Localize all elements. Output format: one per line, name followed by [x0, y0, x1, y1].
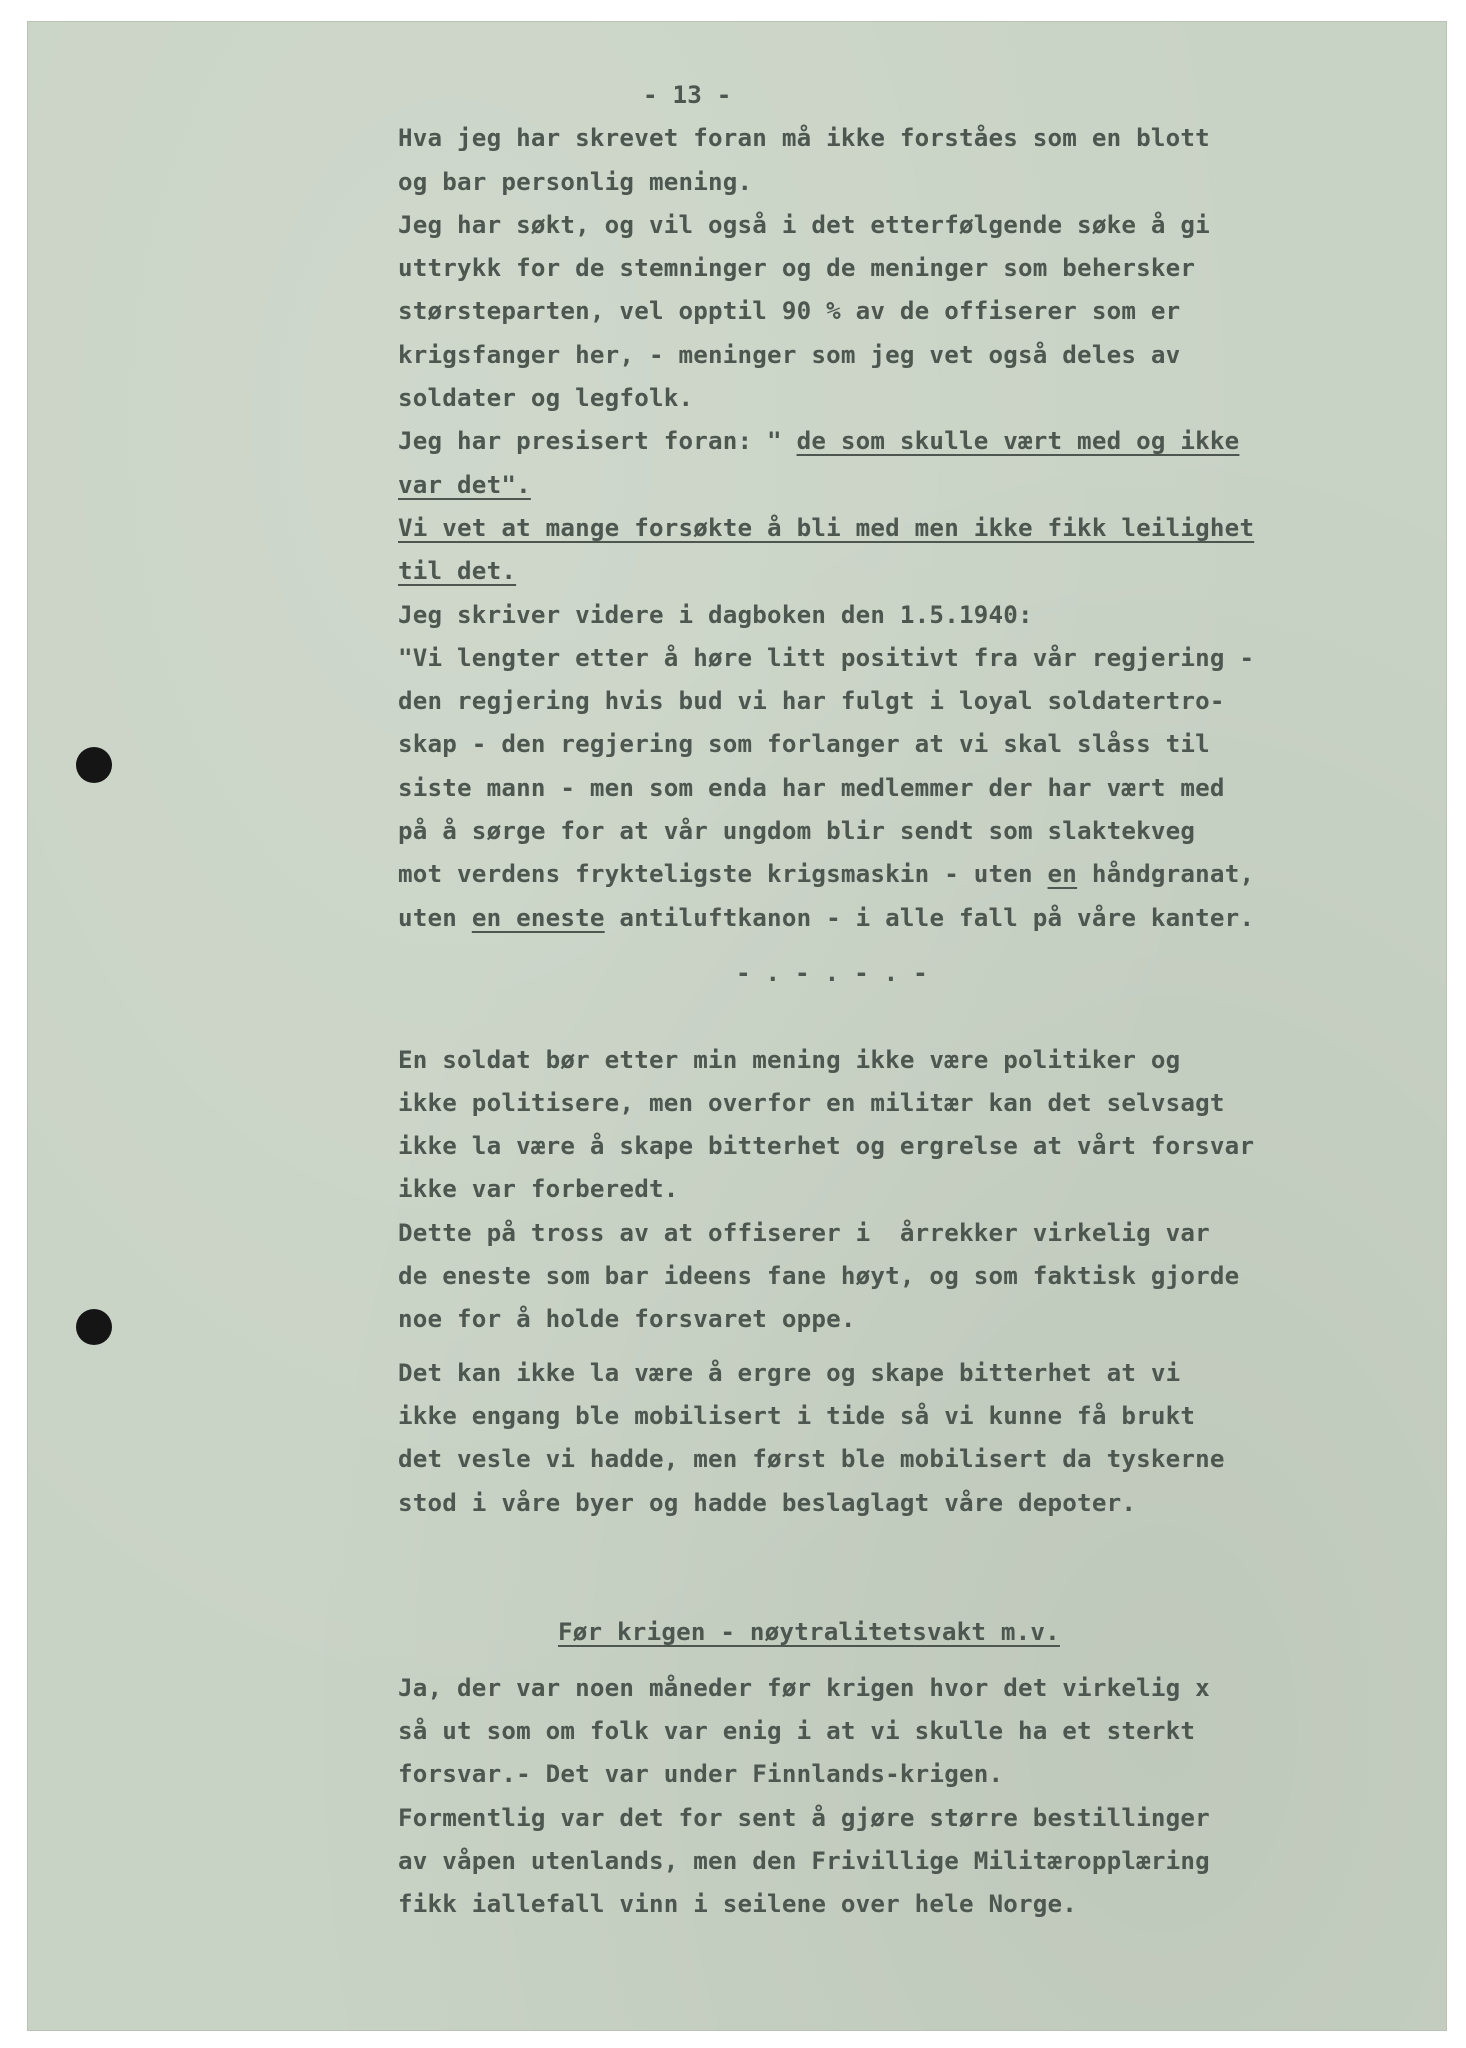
paragraph-3	[398, 1039, 1438, 1342]
text-line	[398, 550, 1438, 593]
text-segment: uten	[398, 903, 472, 932]
text-line: noe for å holde forsvaret oppe.	[398, 1305, 856, 1334]
paragraph-1	[398, 117, 1438, 420]
text-line: Formentlig var det for sent å gjøre større bestillinger	[398, 1803, 1210, 1832]
text-segment: mot verdens frykteligste krigsmaskin - uten	[398, 860, 1048, 889]
text-line: siste mann - men som enda har medlemmer der har vært med	[398, 773, 1225, 802]
text-line: så ut som om folk var enig i at vi skulle ha et sterkt	[398, 1716, 1196, 1745]
text-line: på å sørge for at vår ungdom blir sendt som slaktekveg	[398, 817, 1196, 846]
text-line	[398, 507, 1438, 550]
underlined-paragraph	[398, 507, 1438, 594]
text-line: og bar personlig mening.	[398, 167, 753, 196]
text-line: skap - den regjering som forlanger at vi skal slåss til	[398, 730, 1210, 759]
text-line: de eneste som bar ideens fane høyt, og som faktisk gjorde	[398, 1262, 1240, 1291]
text-line: stod i våre byer og hadde beslaglagt våre depoter.	[398, 1488, 1137, 1517]
diary-paragraph	[398, 594, 1438, 940]
text-line: ikke engang ble mobilisert i tide så vi kunne få brukt	[398, 1401, 1196, 1430]
text-line: ikke politisere, men overfor en militær kan det selvsagt	[398, 1088, 1225, 1117]
text-line: av våpen utenlands, men den Frivillige Militæropplæring	[398, 1846, 1210, 1875]
section-separator: - . - . - . -	[736, 958, 928, 987]
underlined-text: til det.	[398, 557, 517, 586]
underlined-text: de som skulle vært med og ikke	[796, 427, 1240, 456]
quote-line	[398, 464, 1438, 507]
text-line: soldater og legfolk.	[398, 384, 694, 413]
text-line: krigsfanger her, - meninger som jeg vet også deles av	[398, 340, 1181, 369]
underlined-text: var det".	[398, 470, 531, 499]
underlined-text: en eneste	[471, 903, 605, 932]
text-segment: håndgranat,	[1077, 860, 1255, 889]
underlined-text: Vi vet at mange forsøkte å bli med men ikke fikk leilighet	[398, 513, 1255, 542]
text-line: En soldat bør etter min mening ikke være politiker og	[398, 1045, 1181, 1074]
text-line: Det kan ikke la være å ergre og skape bitterhet at vi	[398, 1358, 1181, 1387]
quote-line	[398, 420, 1438, 463]
text-segment: Jeg har presisert foran: "	[398, 427, 797, 456]
text-line	[398, 853, 1438, 896]
section-heading	[398, 1611, 1438, 1654]
text-line: Dette på tross av at offiserer i årrekker virkelig var	[398, 1218, 1210, 1247]
underlined-text: Før krigen - nøytralitetsvakt m.v.	[558, 1618, 1060, 1647]
underlined-text: en	[1047, 860, 1078, 889]
text-line: forsvar.- Det var under Finnlands-krigen.	[398, 1760, 1004, 1789]
text-line: uttrykk for de stemninger og de meninger som behersker	[398, 254, 1196, 283]
punch-hole-top	[76, 747, 112, 783]
paragraph-5	[398, 1667, 1438, 1927]
text-segment: antiluftkanon - i alle fall på våre kanter.	[604, 903, 1255, 932]
punch-hole-bottom	[76, 1309, 112, 1345]
text-line: fikk iallefall vinn i seilene over hele Norge.	[398, 1890, 1078, 1919]
document-text	[398, 74, 1438, 1926]
text-line: den regjering hvis bud vi har fulgt i loyal soldatertro-	[398, 687, 1225, 716]
paragraph-4	[398, 1352, 1438, 1525]
page-number: - 13 -	[643, 81, 732, 109]
text-line	[398, 897, 1438, 940]
text-line: Hva jeg har skrevet foran må ikke forståes som en blott	[398, 124, 1210, 153]
text-line: ikke var forberedt.	[398, 1175, 679, 1204]
text-line: størsteparten, vel opptil 90 % av de offiserer som er	[398, 297, 1181, 326]
text-line: Jeg skriver videre i dagboken den 1.5.1940:	[398, 600, 1033, 629]
text-line: det vesle vi hadde, men først ble mobilisert da tyskerne	[398, 1445, 1225, 1474]
text-line: Ja, der var noen måneder før krigen hvor det virkelig x	[398, 1673, 1210, 1702]
text-line: "Vi lengter etter å høre litt positivt fra vår regjering -	[398, 643, 1255, 672]
text-line: Jeg har søkt, og vil også i det etterfølgende søke å gi	[398, 210, 1210, 239]
text-line: ikke la være å skape bitterhet og ergrelse at vårt forsvar	[398, 1132, 1255, 1161]
